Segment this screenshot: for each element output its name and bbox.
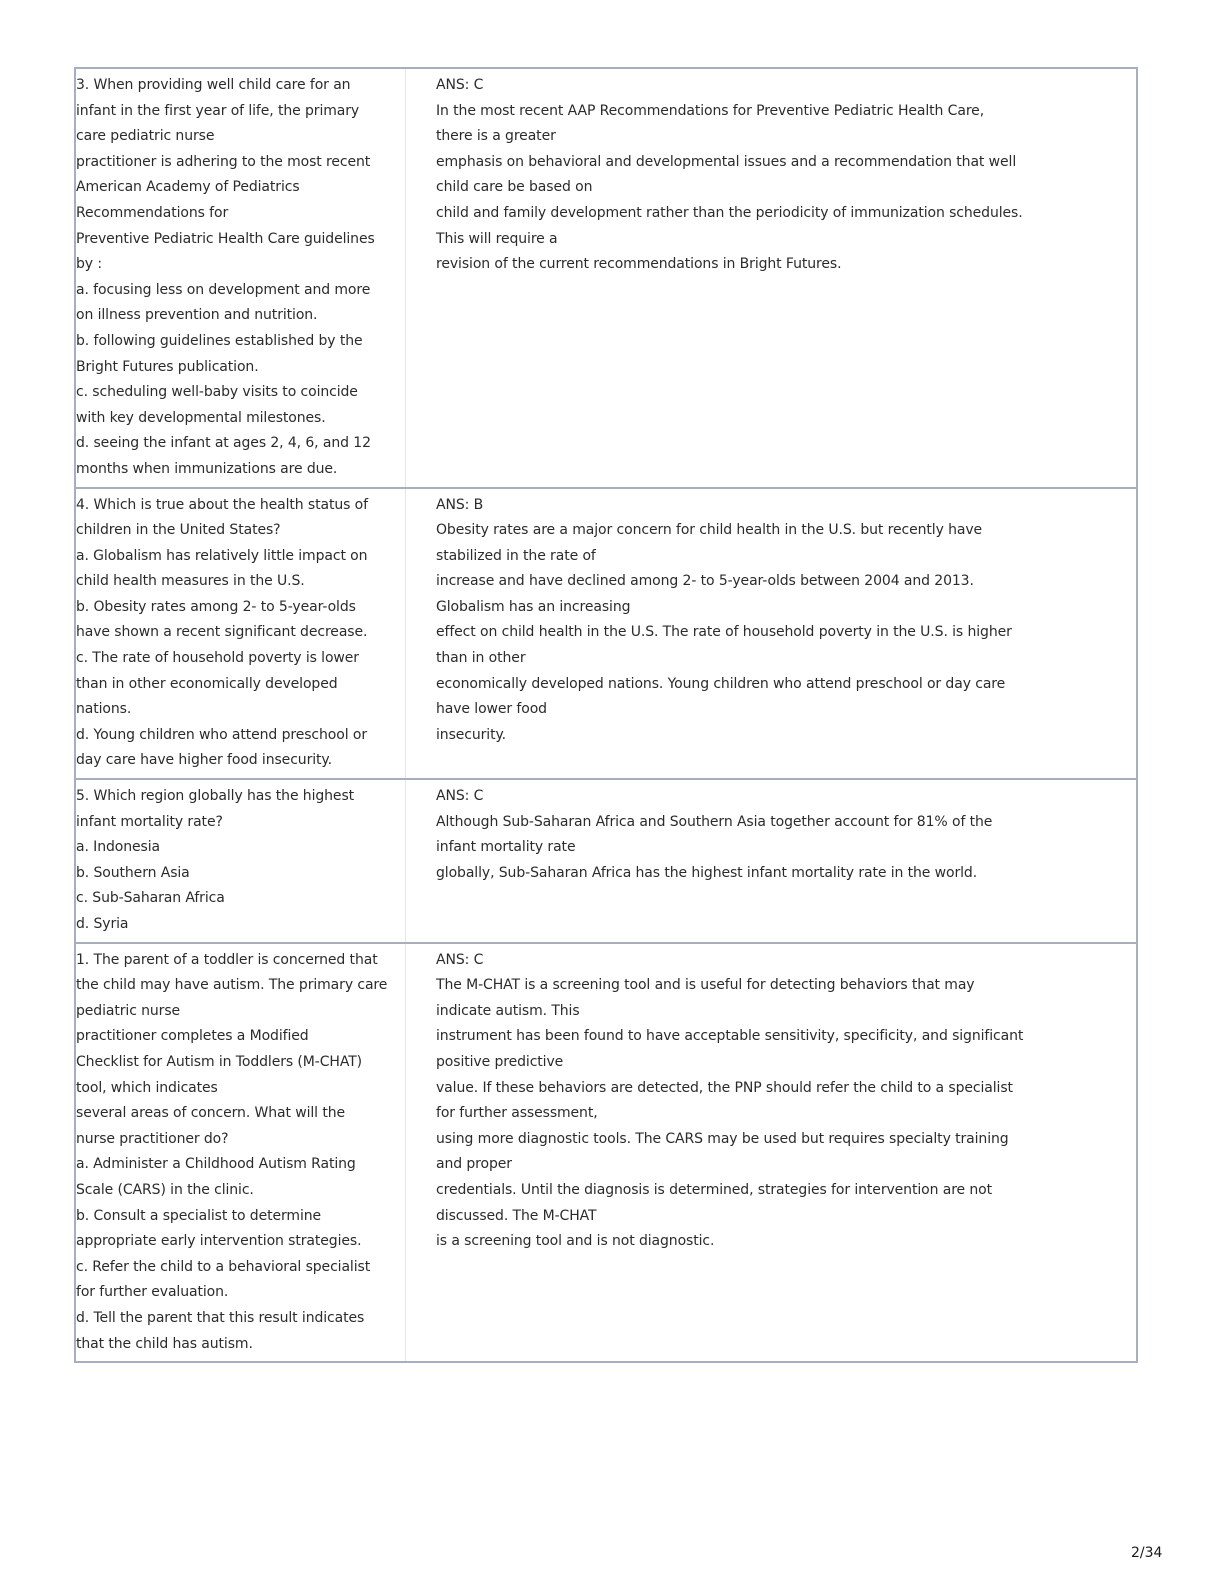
question-line: 4. Which is true about the health status of <box>76 496 368 513</box>
question-line: d. Syria <box>76 916 129 932</box>
qa-table <box>74 67 1138 1363</box>
question-line: a. Globalism has relatively little impact on <box>76 547 368 564</box>
question-line: b. Southern Asia <box>76 864 190 881</box>
answer-cell <box>406 69 1136 487</box>
question-line: Scale (CARS) in the clinic. <box>76 1181 254 1198</box>
rationale-line: economically developed nations. Young children who attend preschool or day care <box>436 675 1006 692</box>
question-line: b. Obesity rates among 2- to 5-year-olds <box>76 598 356 615</box>
answer-key: ANS: C <box>436 77 484 93</box>
rationale-line: and proper <box>436 1156 512 1173</box>
question-line: b. following guidelines established by the <box>76 332 363 349</box>
question-line: c. Sub-Saharan Africa <box>76 890 225 907</box>
question-line: than in other economically developed <box>76 675 338 692</box>
qa-row <box>76 489 1136 781</box>
rationale-line: The M-CHAT is a screening tool and is useful for detecting behaviors that may <box>436 977 975 994</box>
question-line: practitioner completes a Modified <box>76 1028 309 1045</box>
rationale-line: for further assessment, <box>436 1105 598 1122</box>
question-cell <box>76 489 406 779</box>
question-line: by : <box>76 256 102 273</box>
rationale-line: increase and have declined among 2- to 5-year-olds between 2004 and 2013. <box>436 573 974 590</box>
question-line: infant mortality rate? <box>76 813 223 830</box>
question-line: for further evaluation. <box>76 1284 229 1301</box>
question-line: on illness prevention and nutrition. <box>76 307 318 324</box>
question-line: tool, which indicates <box>76 1079 218 1096</box>
rationale-line: credentials. Until the diagnosis is determined, strategies for intervention are not <box>436 1181 993 1198</box>
question-line: 5. Which region globally has the highest <box>76 788 355 805</box>
question-line: appropriate early intervention strategies. <box>76 1233 362 1250</box>
question-line: d. Young children who attend preschool or <box>76 726 367 743</box>
question-cell <box>76 69 406 487</box>
question-line: c. scheduling well-baby visits to coincide <box>76 384 358 401</box>
question-line: practitioner is adhering to the most recent <box>76 153 371 170</box>
qa-row <box>76 69 1136 489</box>
answer-cell <box>406 944 1136 1362</box>
question-line: day care have higher food insecurity. <box>76 752 332 769</box>
rationale-line: child and family development rather than the periodicity of immunization schedules. <box>436 204 1023 221</box>
question-line: d. seeing the infant at ages 2, 4, 6, and 12 <box>76 435 371 452</box>
question-cell <box>76 944 406 1362</box>
answer-key: ANS: C <box>436 788 484 805</box>
question-line: with key developmental milestones. <box>76 409 326 426</box>
question-line: that the child has autism. <box>76 1335 253 1352</box>
qa-row <box>76 780 1136 944</box>
rationale-line: have lower food <box>436 701 547 718</box>
rationale-line: This will require a <box>436 230 558 247</box>
rationale-line: than in other <box>436 650 526 667</box>
rationale-line: revision of the current recommendations in Bright Futures. <box>436 256 842 273</box>
question-line: child health measures in the U.S. <box>76 573 305 590</box>
question-line: nations. <box>76 701 132 718</box>
question-line: Checklist for Autism in Toddlers (M-CHAT) <box>76 1053 363 1070</box>
question-line: the child may have autism. The primary care <box>76 977 388 994</box>
rationale-line: using more diagnostic tools. The CARS may be used but requires specialty training <box>436 1130 1009 1147</box>
question-line: 1. The parent of a toddler is concerned that <box>76 951 378 968</box>
rationale-line: globally, Sub-Saharan Africa has the highest infant mortality rate in the world. <box>436 864 978 881</box>
rationale-line: insecurity. <box>436 726 507 743</box>
rationale-line: positive predictive <box>436 1053 564 1070</box>
rationale-line: emphasis on behavioral and developmental issues and a recommendation that well <box>436 153 1017 170</box>
answer-cell <box>406 780 1136 942</box>
question-line: b. Consult a specialist to determine <box>76 1207 322 1224</box>
question-line: 3. When providing well child care for an <box>76 77 351 93</box>
rationale-line: is a screening tool and is not diagnostic. <box>436 1233 715 1250</box>
rationale-line: indicate autism. This <box>436 1002 580 1019</box>
question-line: Bright Futures publication. <box>76 358 259 375</box>
rationale-line: instrument has been found to have acceptable sensitivity, specificity, and significant <box>436 1028 1024 1045</box>
question-line: have shown a recent significant decrease. <box>76 624 368 641</box>
question-line: infant in the first year of life, the primary <box>76 102 360 119</box>
rationale-line: child care be based on <box>436 179 593 196</box>
question-line: months when immunizations are due. <box>76 460 338 477</box>
rationale-line: value. If these behaviors are detected, the PNP should refer the child to a specialist <box>436 1079 1013 1096</box>
rationale-line: infant mortality rate <box>436 839 576 856</box>
answer-key: ANS: C <box>436 951 484 968</box>
question-line: a. Indonesia <box>76 839 160 856</box>
question-line: pediatric nurse <box>76 1002 181 1019</box>
question-line: d. Tell the parent that this result indicates <box>76 1309 365 1326</box>
question-line: c. Refer the child to a behavioral specialist <box>76 1258 371 1275</box>
qa-row <box>76 944 1136 1362</box>
rationale-line: In the most recent AAP Recommendations for Preventive Pediatric Health Care, <box>436 102 985 119</box>
rationale-line: effect on child health in the U.S. The rate of household poverty in the U.S. is higher <box>436 624 1012 641</box>
question-cell <box>76 780 406 942</box>
question-line: c. The rate of household poverty is lower <box>76 650 359 667</box>
answer-cell <box>406 489 1136 779</box>
answer-key: ANS: B <box>436 496 484 513</box>
question-line: care pediatric nurse <box>76 128 215 145</box>
question-line: Preventive Pediatric Health Care guidelines <box>76 230 375 247</box>
rationale-line: Obesity rates are a major concern for child health in the U.S. but recently have <box>436 522 983 539</box>
question-line: nurse practitioner do? <box>76 1130 229 1147</box>
question-line: Recommendations for <box>76 204 229 221</box>
rationale-line: discussed. The M-CHAT <box>436 1207 597 1224</box>
question-line: American Academy of Pediatrics <box>76 179 300 196</box>
page-number: 2/34 <box>1131 1545 1163 1561</box>
question-line: children in the United States? <box>76 522 281 539</box>
question-line: a. focusing less on development and more <box>76 281 371 298</box>
rationale-line: Globalism has an increasing <box>436 598 631 615</box>
question-line: several areas of concern. What will the <box>76 1105 345 1122</box>
rationale-line: Although Sub-Saharan Africa and Southern Asia together account for 81% of the <box>436 813 993 830</box>
question-line: a. Administer a Childhood Autism Rating <box>76 1156 356 1173</box>
rationale-line: stabilized in the rate of <box>436 547 596 564</box>
rationale-line: there is a greater <box>436 128 556 145</box>
